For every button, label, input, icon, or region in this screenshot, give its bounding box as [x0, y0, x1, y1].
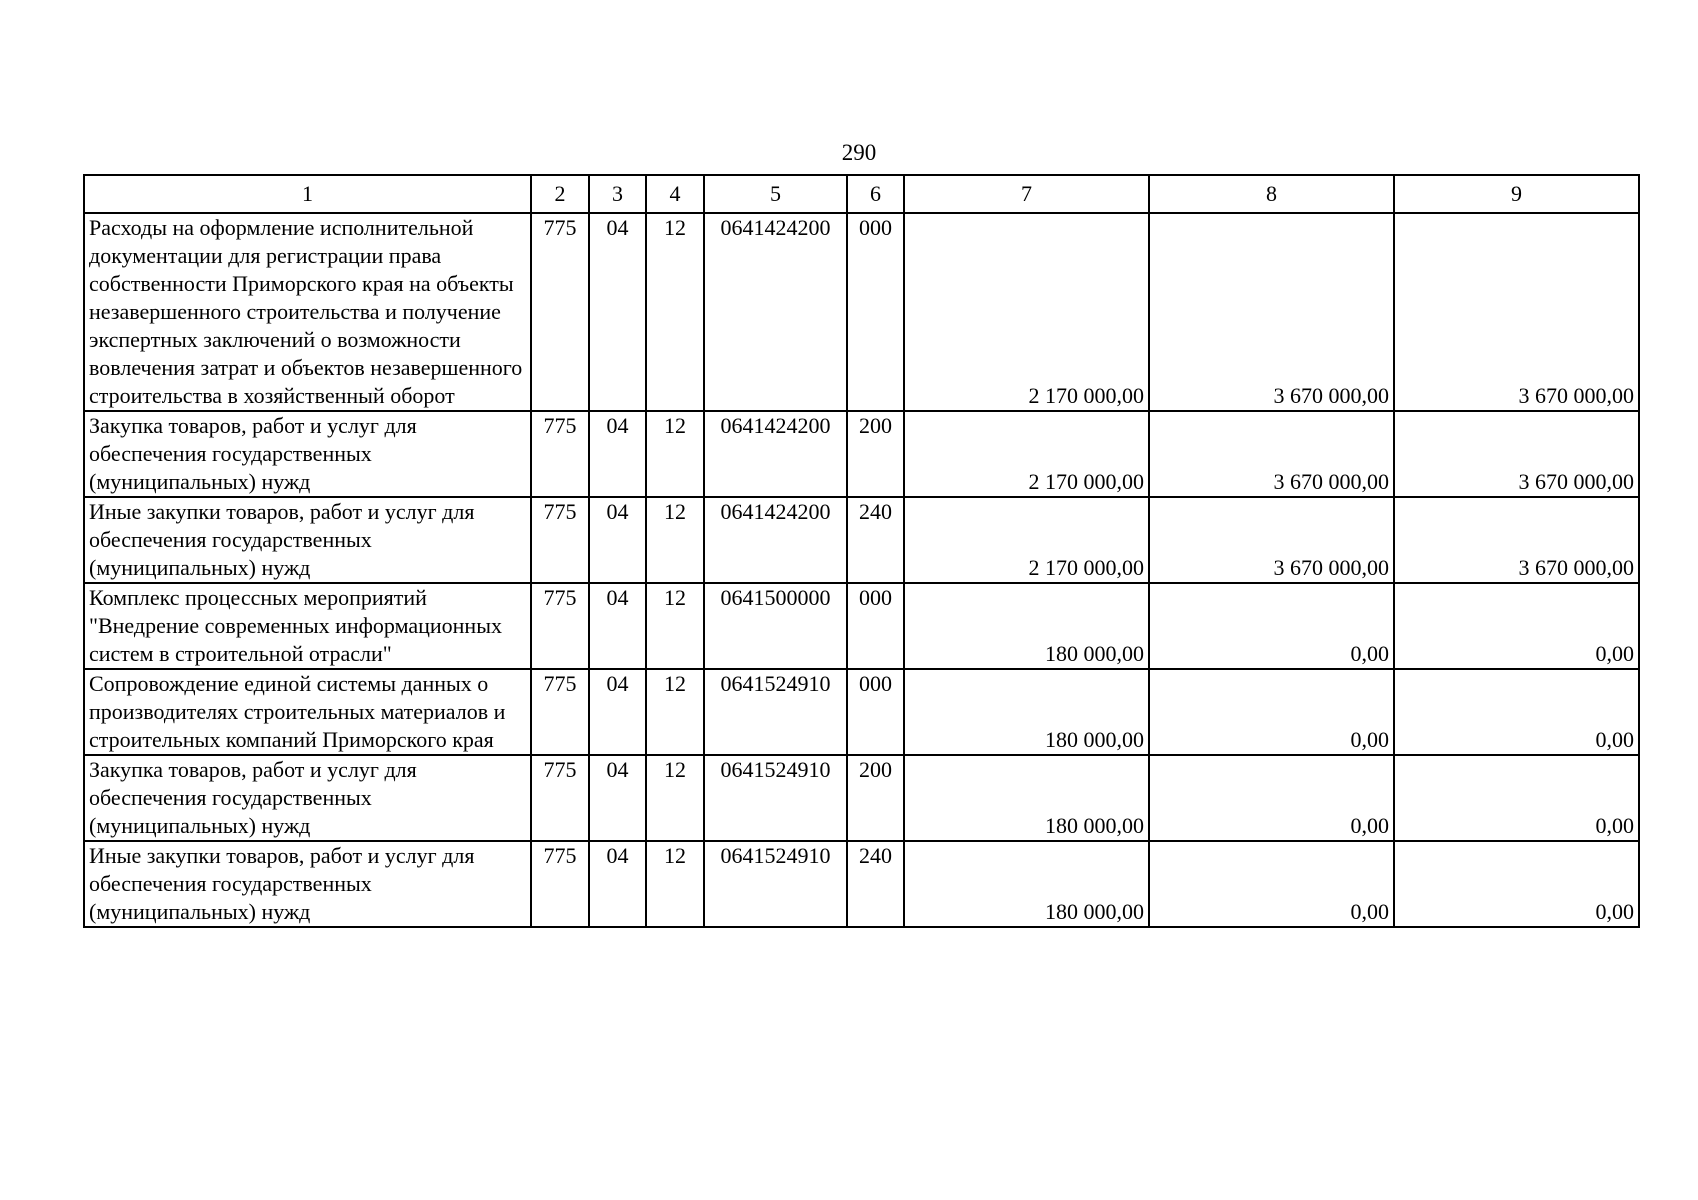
- row-col-5: 0641424200: [704, 497, 847, 583]
- budget-table: [83, 174, 1640, 928]
- row-col-7: 180 000,00: [904, 669, 1149, 755]
- table-row: [84, 411, 1639, 497]
- row-col-8: 3 670 000,00: [1149, 411, 1394, 497]
- row-col-5: 0641424200: [704, 411, 847, 497]
- row-name: Расходы на оформление исполнительной документации для регистрации права собственности Приморского края на объекты незавершенного строительства и получение экспертных заключений о возможности вовлечения затрат и объектов незавершенного строительства в хозяйственный оборот: [84, 213, 531, 411]
- table-row: [84, 497, 1639, 583]
- column-header-2: 2: [531, 175, 589, 213]
- row-col-6: 000: [847, 669, 904, 755]
- row-col-7: 180 000,00: [904, 841, 1149, 927]
- row-col-6: 240: [847, 841, 904, 927]
- column-header-9: 9: [1394, 175, 1639, 213]
- row-col-2: 775: [531, 497, 589, 583]
- table-row: [84, 583, 1639, 669]
- column-header-4: 4: [646, 175, 704, 213]
- row-col-9: 0,00: [1394, 583, 1639, 669]
- row-col-7: 180 000,00: [904, 583, 1149, 669]
- row-col-4: 12: [646, 841, 704, 927]
- table-row: [84, 213, 1639, 411]
- row-col-9: 3 670 000,00: [1394, 213, 1639, 411]
- column-header-1: 1: [84, 175, 531, 213]
- row-col-8: 0,00: [1149, 755, 1394, 841]
- row-col-2: 775: [531, 213, 589, 411]
- column-header-6: 6: [847, 175, 904, 213]
- row-col-3: 04: [589, 755, 646, 841]
- row-col-2: 775: [531, 669, 589, 755]
- row-col-3: 04: [589, 583, 646, 669]
- row-col-8: 0,00: [1149, 669, 1394, 755]
- row-col-6: 000: [847, 213, 904, 411]
- row-col-3: 04: [589, 669, 646, 755]
- row-col-2: 775: [531, 755, 589, 841]
- row-col-3: 04: [589, 497, 646, 583]
- row-name: Закупка товаров, работ и услуг для обеспечения государственных (муниципальных) нужд: [84, 411, 531, 497]
- row-col-9: 0,00: [1394, 755, 1639, 841]
- row-col-8: 0,00: [1149, 583, 1394, 669]
- row-col-4: 12: [646, 669, 704, 755]
- header-row: [84, 175, 1639, 213]
- row-col-9: 0,00: [1394, 669, 1639, 755]
- table-row: [84, 669, 1639, 755]
- row-name: Иные закупки товаров, работ и услуг для обеспечения государственных (муниципальных) нужд: [84, 841, 531, 927]
- row-col-7: 2 170 000,00: [904, 497, 1149, 583]
- row-col-5: 0641524910: [704, 755, 847, 841]
- row-name: Иные закупки товаров, работ и услуг для обеспечения государственных (муниципальных) нужд: [84, 497, 531, 583]
- column-header-5: 5: [704, 175, 847, 213]
- row-col-7: 2 170 000,00: [904, 213, 1149, 411]
- row-col-4: 12: [646, 213, 704, 411]
- row-name: Комплекс процессных мероприятий "Внедрение современных информационных систем в строительной отрасли": [84, 583, 531, 669]
- row-name: Закупка товаров, работ и услуг для обеспечения государственных (муниципальных) нужд: [84, 755, 531, 841]
- row-col-7: 2 170 000,00: [904, 411, 1149, 497]
- row-col-7: 180 000,00: [904, 755, 1149, 841]
- row-col-6: 200: [847, 411, 904, 497]
- row-col-3: 04: [589, 411, 646, 497]
- row-col-6: 240: [847, 497, 904, 583]
- row-col-8: 3 670 000,00: [1149, 213, 1394, 411]
- row-col-4: 12: [646, 583, 704, 669]
- row-col-9: 0,00: [1394, 841, 1639, 927]
- page-number: 290: [841, 140, 877, 165]
- row-col-5: 0641500000: [704, 583, 847, 669]
- row-col-9: 3 670 000,00: [1394, 497, 1639, 583]
- row-col-2: 775: [531, 411, 589, 497]
- row-col-4: 12: [646, 755, 704, 841]
- row-col-8: 3 670 000,00: [1149, 497, 1394, 583]
- table-row: [84, 755, 1639, 841]
- row-col-2: 775: [531, 841, 589, 927]
- row-col-2: 775: [531, 583, 589, 669]
- row-col-4: 12: [646, 497, 704, 583]
- column-header-8: 8: [1149, 175, 1394, 213]
- column-header-3: 3: [589, 175, 646, 213]
- row-col-8: 0,00: [1149, 841, 1394, 927]
- row-col-9: 3 670 000,00: [1394, 411, 1639, 497]
- row-col-3: 04: [589, 841, 646, 927]
- row-col-4: 12: [646, 411, 704, 497]
- row-col-6: 200: [847, 755, 904, 841]
- column-header-7: 7: [904, 175, 1149, 213]
- row-col-5: 0641524910: [704, 841, 847, 927]
- row-name: Сопровождение единой системы данных о производителях строительных материалов и строительных компаний Приморского края: [84, 669, 531, 755]
- row-col-5: 0641524910: [704, 669, 847, 755]
- row-col-6: 000: [847, 583, 904, 669]
- row-col-3: 04: [589, 213, 646, 411]
- row-col-5: 0641424200: [704, 213, 847, 411]
- table-row: [84, 841, 1639, 927]
